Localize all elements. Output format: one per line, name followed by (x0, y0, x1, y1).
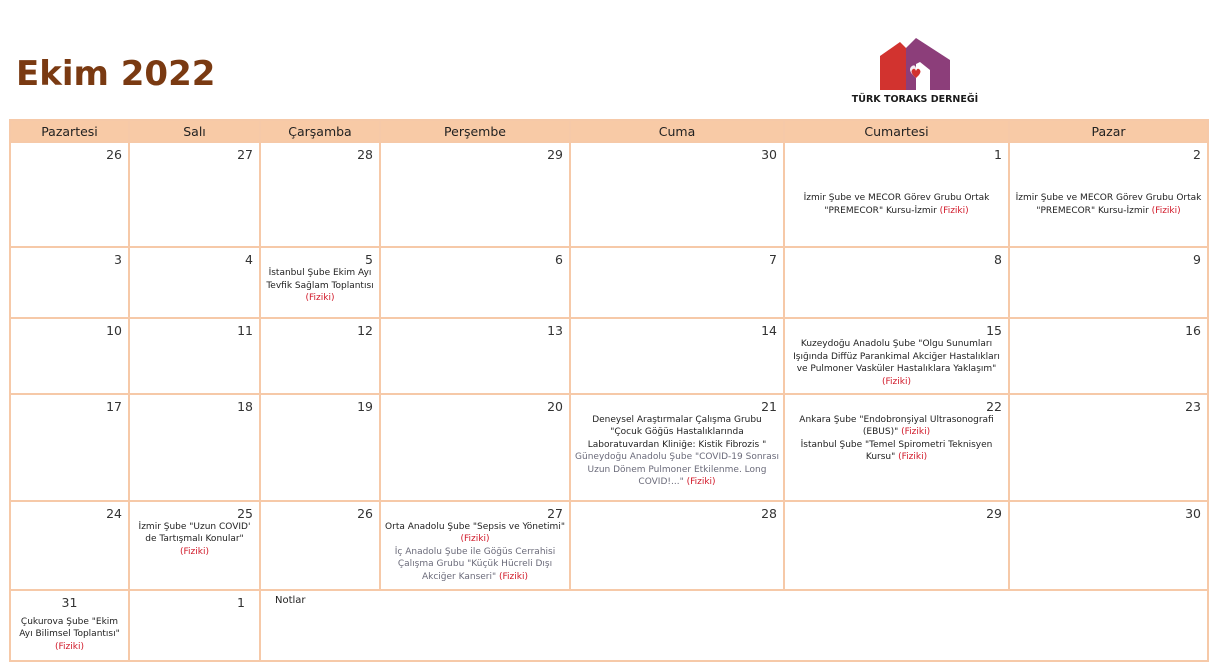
day-cell[interactable] (784, 394, 1009, 501)
day-number: 5 (365, 252, 373, 268)
event-text: Orta Anadolu Şube "Sepsis ve Yönetimi" (385, 521, 565, 532)
day-cell[interactable] (784, 142, 1009, 247)
event-item[interactable] (130, 521, 259, 559)
week-row (10, 247, 1208, 318)
day-number: 7 (769, 252, 777, 268)
page-title: Ekim 2022 (16, 54, 216, 94)
event-tag: (Fiziki) (686, 477, 716, 488)
day-cell[interactable] (129, 394, 260, 501)
event-item[interactable] (571, 414, 783, 452)
day-number: 21 (761, 398, 777, 414)
event-item[interactable] (381, 546, 569, 584)
day-cell[interactable] (260, 501, 380, 590)
day-cell[interactable] (10, 142, 129, 247)
day-cell[interactable] (380, 501, 570, 590)
day-cell[interactable] (1009, 247, 1208, 318)
event-tag: (Fiziki) (305, 293, 335, 304)
week-row (10, 318, 1208, 393)
day-cell[interactable] (129, 142, 260, 247)
day-number: 26 (106, 147, 122, 162)
weekday-header: Cuma (570, 120, 784, 142)
day-cell[interactable] (380, 247, 570, 318)
day-number: 28 (357, 147, 373, 162)
day-cell[interactable] (129, 247, 260, 318)
event-tag: (Fiziki) (180, 546, 209, 557)
day-number: 9 (1193, 252, 1201, 268)
event-text: İzmir Şube ve MECOR Görev Grubu Ortak "PREMECOR" Kursu-İzmir (1015, 193, 1202, 216)
day-number: 12 (357, 323, 373, 339)
day-number: 18 (237, 398, 253, 414)
day-number: 1 (994, 147, 1002, 162)
day-number: 29 (986, 505, 1002, 521)
weekday-header: Salı (129, 120, 260, 142)
day-cell[interactable] (260, 247, 380, 318)
event-tag: (Fiziki) (882, 376, 911, 387)
event-text: Güneydoğu Anadolu Şube "COVID-19 Sonrası Uzun Dönem Pulmoner Etkilenme. Long COVID!..." (575, 452, 779, 488)
event-text: İzmir Şube ve MECOR Görev Grubu Ortak "PREMECOR" Kursu-İzmir (803, 193, 990, 216)
day-number: 26 (357, 505, 373, 521)
day-cell[interactable] (784, 318, 1009, 393)
event-tag: (Fiziki) (55, 641, 84, 652)
day-cell[interactable] (10, 394, 129, 501)
day-cell[interactable] (260, 142, 380, 247)
day-cell[interactable] (1009, 318, 1208, 393)
day-cell[interactable] (570, 501, 784, 590)
day-number: 14 (761, 323, 777, 339)
logo-text: TÜRK TORAKS DERNEĞİ (851, 94, 979, 105)
day-number: 6 (555, 252, 563, 268)
week-row (10, 590, 1208, 661)
day-number: 29 (547, 147, 563, 162)
day-number: 24 (106, 505, 122, 521)
day-number: 13 (547, 323, 563, 339)
logo (850, 34, 980, 108)
day-cell[interactable] (129, 501, 260, 590)
weekday-header: Cumartesi (784, 120, 1009, 142)
event-text: İç Anadolu Şube ile Göğüs Cerrahisi Çalışma Grubu "Küçük Hücreli Dışı Akciğer Kanseri" (394, 546, 556, 582)
day-cell[interactable] (570, 318, 784, 393)
week-row (10, 501, 1208, 590)
day-number: 27 (237, 147, 253, 162)
day-number: 19 (357, 398, 373, 414)
event-item[interactable] (785, 338, 1008, 388)
event-tag: (Fiziki) (499, 571, 528, 582)
day-number: 23 (1185, 398, 1201, 414)
day-number: 11 (237, 323, 253, 339)
day-cell[interactable] (10, 247, 129, 318)
day-number: 4 (245, 252, 253, 268)
day-cell[interactable] (129, 590, 260, 661)
day-cell[interactable] (1009, 501, 1208, 590)
event-item[interactable] (1010, 192, 1207, 217)
day-number: 15 (986, 323, 1002, 339)
event-tag: (Fiziki) (898, 452, 928, 463)
day-cell[interactable] (380, 318, 570, 393)
event-text: İstanbul Şube "Temel Spirometri Teknisyen Kursu" (800, 439, 993, 463)
weekday-header: Pazartesi (10, 120, 129, 142)
event-tag: (Fiziki) (460, 534, 490, 545)
day-number: 20 (547, 398, 563, 414)
weekday-header: Çarşamba (260, 120, 380, 142)
day-cell[interactable] (129, 318, 260, 393)
day-number: 31 (61, 594, 78, 610)
week-row (10, 142, 1208, 247)
event-item[interactable] (261, 267, 379, 305)
event-item[interactable] (571, 451, 783, 489)
event-tag: (Fiziki) (939, 205, 969, 216)
day-number: 8 (994, 252, 1002, 268)
day-cell[interactable] (1009, 142, 1208, 247)
notes-label: Notlar (275, 594, 306, 606)
day-cell[interactable] (1009, 394, 1208, 501)
event-text: Ankara Şube "Endobronşiyal Ultrasonografi (EBUS)" (799, 414, 994, 438)
day-number: 1 (237, 594, 245, 610)
day-cell[interactable] (570, 247, 784, 318)
event-text: İstanbul Şube Ekim Ayı Tevfik Sağlam Toplantısı (266, 268, 374, 291)
turk-toraks-logo-icon (850, 34, 980, 94)
day-number: 3 (114, 252, 122, 268)
day-cell[interactable] (784, 501, 1009, 590)
event-text: Kuzeydoğu Anadolu Şube "Olgu Sunumları Işığında Diffüz Parankimal Akciğer Hastalıkları ve Pulmoner Vasküler Hastalıklara Yaklaşım" (793, 339, 1000, 375)
day-cell[interactable] (380, 142, 570, 247)
day-cell[interactable] (10, 318, 129, 393)
day-number: 2 (1193, 147, 1201, 162)
event-item[interactable] (785, 192, 1008, 217)
weekday-header-row (10, 120, 1208, 142)
day-number: 17 (106, 398, 122, 414)
day-cell[interactable] (10, 590, 129, 661)
day-number: 16 (1185, 323, 1201, 339)
event-tag: (Fiziki) (901, 427, 931, 438)
event-text: İzmir Şube "Uzun COVID' de Tartışmalı Konular" (138, 521, 251, 545)
day-number: 10 (106, 323, 122, 339)
day-number: 25 (237, 505, 253, 521)
notes-cell[interactable] (260, 590, 1208, 661)
event-item[interactable] (785, 439, 1008, 464)
event-text: Çukurova Şube "Ekim Ayı Bilimsel Toplantısı" (19, 616, 120, 640)
event-item[interactable] (381, 521, 569, 546)
event-item[interactable] (785, 414, 1008, 439)
event-tag: (Fiziki) (1151, 205, 1181, 216)
day-number: 30 (761, 147, 777, 162)
day-number: 22 (986, 398, 1002, 414)
day-cell[interactable] (10, 501, 129, 590)
weekday-header: Perşembe (380, 120, 570, 142)
day-cell[interactable] (260, 394, 380, 501)
week-row (10, 394, 1208, 501)
event-text: Deneysel Araştırmalar Çalışma Grubu "Çocuk Göğüs Hastalıklarında Laboratuvardan Kliniğe: Kistik Fibrozis " (587, 414, 767, 450)
day-number: 28 (761, 505, 777, 521)
day-cell[interactable] (570, 394, 784, 501)
day-cell[interactable] (380, 394, 570, 501)
event-item[interactable] (11, 616, 128, 654)
day-cell[interactable] (570, 142, 784, 247)
calendar-grid (9, 119, 1209, 662)
day-number: 27 (547, 505, 563, 521)
day-cell[interactable] (784, 247, 1009, 318)
day-cell[interactable] (260, 318, 380, 393)
day-number: 30 (1185, 505, 1201, 521)
weekday-header: Pazar (1009, 120, 1208, 142)
